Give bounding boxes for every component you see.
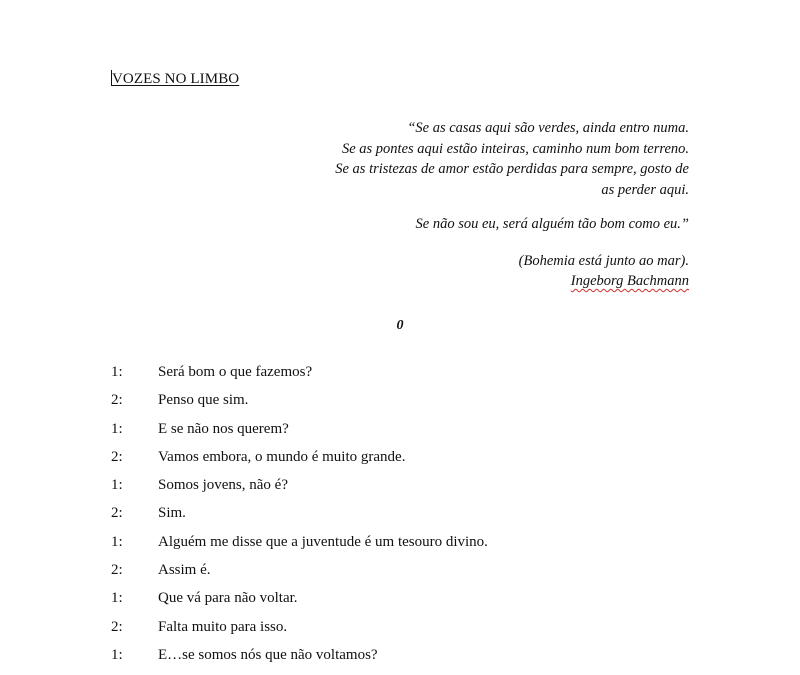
speaker-label: 1: — [111, 364, 123, 380]
speaker-label: 2: — [111, 505, 123, 522]
dialogue-line — [111, 421, 711, 449]
speaker-label: 1: — [111, 477, 123, 494]
speech-text: Vamos embora, o mundo é muito grande. — [158, 448, 406, 465]
epigraph-source: (Bohemia está junto ao mar). — [518, 252, 689, 269]
dialogue-line — [111, 534, 711, 562]
dialogue-line — [111, 619, 711, 647]
speaker-label: 2: — [111, 448, 123, 465]
epigraph-line: “Se as casas aqui são verdes, ainda entro numa. — [407, 120, 689, 136]
epigraph-line: Se as pontes aqui estão inteiras, caminho num bom terreno. — [341, 140, 689, 157]
dialogue-line — [111, 505, 711, 533]
speaker-label: 2: — [111, 562, 123, 579]
epigraph-closing-line: Se não sou eu, será alguém tão bom como eu.” — [415, 216, 689, 232]
speech-text: Somos jovens, não é? — [158, 477, 288, 494]
speech-text: E…se somos nós que não voltamos? — [158, 646, 378, 663]
dialogue-line — [111, 392, 711, 420]
dialogue-line — [111, 364, 711, 392]
document-title — [111, 70, 239, 88]
speech-text: Falta muito para isso. — [158, 618, 288, 635]
speech-text: Penso que sim. — [158, 392, 249, 409]
dialogue — [111, 364, 711, 675]
dialogue-line — [111, 449, 711, 477]
speaker-label: 1: — [111, 533, 123, 550]
speech-text: Que vá para não voltar. — [158, 590, 298, 607]
dialogue-line — [111, 647, 711, 675]
section-number: 0 — [396, 318, 404, 333]
speech-text: Sim. — [158, 505, 186, 522]
speaker-label: 2: — [111, 392, 123, 409]
epigraph-attribution — [229, 251, 689, 292]
document-title-text: VOZES NO LIMBO — [112, 71, 240, 87]
dialogue-line — [111, 590, 711, 618]
epigraph-stanza — [229, 118, 689, 200]
dialogue-line — [111, 477, 711, 505]
epigraph — [229, 118, 689, 292]
speech-text: Alguém me disse que a juventude é um tesouro divino. — [158, 533, 488, 550]
speaker-label: 2: — [111, 618, 123, 635]
speech-text: Assim é. — [158, 562, 211, 579]
speech-text: Será bom o que fazemos? — [158, 364, 313, 380]
speech-text: E se não nos querem? — [158, 420, 289, 437]
speaker-label: 1: — [111, 590, 123, 607]
epigraph-author: Ingeborg Bachmann — [570, 273, 689, 289]
dialogue-line — [111, 562, 711, 590]
epigraph-line: as perder aqui. — [601, 181, 689, 198]
speaker-label: 1: — [111, 646, 123, 663]
speaker-label: 1: — [111, 420, 123, 437]
epigraph-line: Se as tristezas de amor estão perdidas para sempre, gosto de — [335, 161, 689, 177]
